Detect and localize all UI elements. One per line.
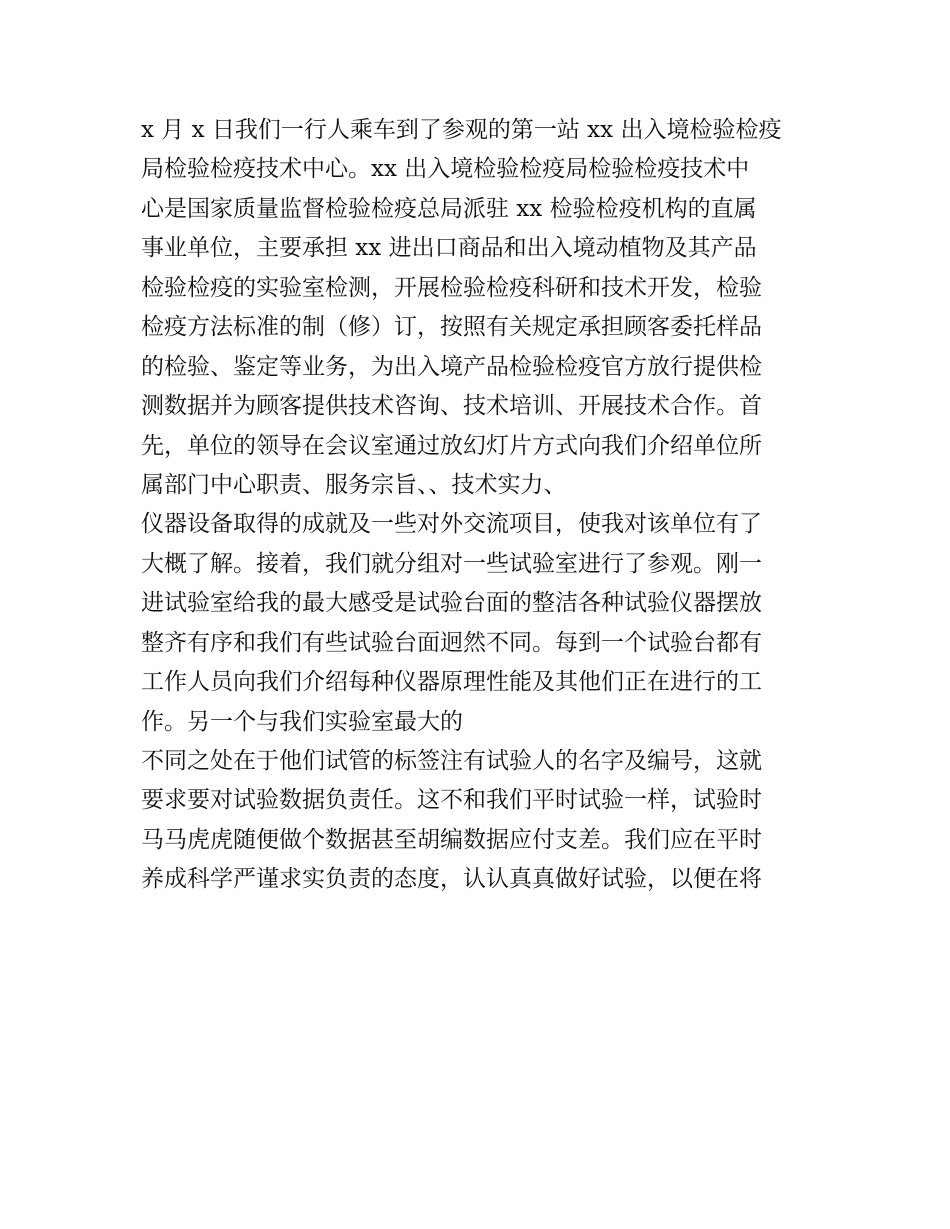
text-line: 检验检疫的实验室检测，开展检验检疫科研和技术开发，检验 bbox=[141, 274, 762, 301]
text-line: 进试验室给我的最大感受是试验台面的整洁各种试验仪器摆放 bbox=[141, 590, 762, 617]
text-line: 的检验、鉴定等业务，为出入境产品检验检疫官方放行提供检 bbox=[141, 353, 762, 380]
text-line: 属部门中心职责、服务宗旨、、技术实力、 bbox=[141, 471, 567, 498]
text-line: 要求要对试验数据负责任。这不和我们平时试验一样，试验时 bbox=[141, 787, 762, 814]
text-line: 工作人员向我们介绍每种仪器原理性能及其他们正在进行的工 bbox=[141, 669, 762, 696]
text-line: 心是国家质量监督检验检疫总局派驻 xx 检验检疫机构的直属 bbox=[141, 195, 757, 222]
text-line: 局检验检疫技术中心。xx 出入境检验检疫局检验检疫技术中 bbox=[141, 156, 750, 183]
text-line: 整齐有序和我们有些试验台面迥然不同。每到一个试验台都有 bbox=[141, 629, 762, 656]
text-line: 测数据并为顾客提供技术咨询、技术培训、开展技术合作。首 bbox=[141, 393, 762, 420]
text-line: 先，单位的领导在会议室通过放幻灯片方式向我们介绍单位所 bbox=[141, 432, 762, 459]
text-line: 不同之处在于他们试管的标签注有试验人的名字及编号，这就 bbox=[141, 748, 762, 774]
text-line: 事业单位，主要承担 xx 进出口商品和出入境动植物及其产品 bbox=[141, 235, 757, 262]
text-line: 养成科学严谨求实负责的态度，认认真真做好试验，以便在将 bbox=[141, 866, 762, 893]
text-line: 马马虎虎随便做个数据甚至胡编数据应付支差。我们应在平时 bbox=[141, 826, 762, 853]
text-line: 作。另一个与我们实验室最大的 bbox=[141, 708, 463, 735]
text-line: 检疫方法标准的制（修）订，按照有关规定承担顾客委托样品 bbox=[141, 314, 762, 341]
body-text bbox=[141, 111, 821, 900]
text-line: x 月 x 日我们一行人乘车到了参观的第一站 xx 出入境检验检疫 bbox=[141, 117, 782, 143]
text-line: 大概了解。接着，我们就分组对一些试验室进行了参观。刚一 bbox=[141, 550, 762, 577]
text-line: 仪器设备取得的成就及一些对外交流项目，使我对该单位有了 bbox=[141, 511, 762, 538]
